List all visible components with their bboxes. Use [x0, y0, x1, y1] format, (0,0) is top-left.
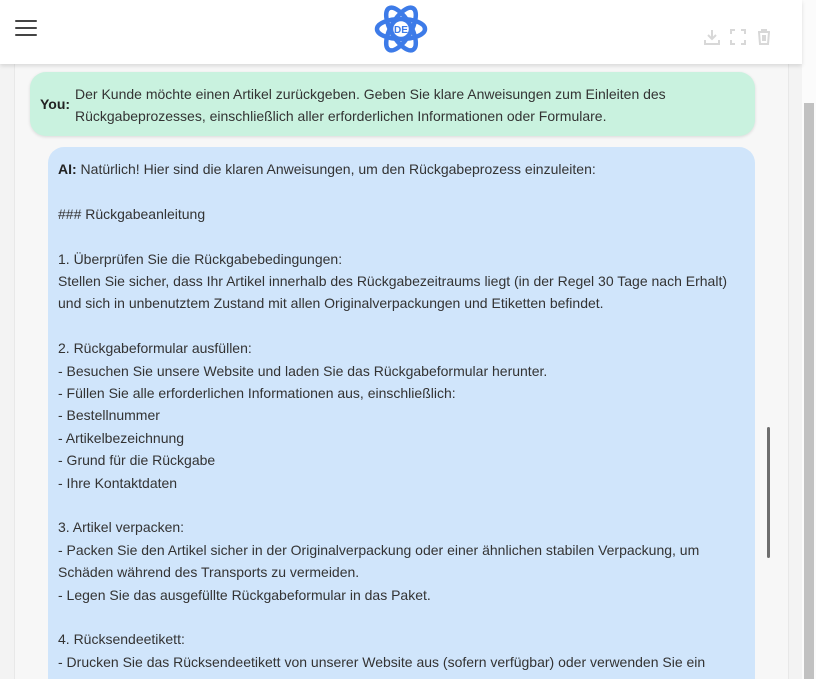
ai-message-line: - Bestellnummer [58, 407, 160, 424]
top-bar [0, 0, 802, 64]
menu-icon[interactable] [15, 20, 39, 38]
page-scrollbar-thumb[interactable] [804, 103, 814, 679]
ai-message-line [58, 180, 739, 202]
ai-message-line: Stellen Sie sicher, dass Ihr Artikel innerhalb des Rückgabezeitraums liegt (in der Regel 30 Tage nach Erhalt) [58, 273, 727, 289]
ai-message-line: - Grund für die Rückgabe [58, 452, 216, 469]
ai-label: AI: [58, 161, 77, 177]
ai-message-line: ### Rückgabeanleitung [58, 205, 206, 222]
ai-message-line [58, 494, 739, 516]
app-logo [370, 0, 432, 60]
ai-intro-text: Natürlich! Hier sind die klaren Anweisungen, um den Rückgabeprozess einzuleiten: [76, 161, 596, 177]
ai-message-line: 1. Überprüfen Sie die Rückgabebedingungen: [58, 250, 343, 267]
ai-message-line [58, 225, 739, 247]
user-message [30, 72, 755, 136]
logo-text: DE [394, 25, 408, 36]
ai-message-line: - Füllen Sie alle erforderlichen Informationen aus, einschließlich: [58, 385, 456, 402]
ai-message-line: - Packen Sie den Artikel sicher in der Originalverpackung oder einer ähnlichen stabilen Verpackung, um [58, 541, 700, 558]
ai-message-line [58, 315, 739, 337]
ai-message-line: Schäden während des Transports zu vermeiden. [58, 564, 360, 581]
ai-message-line: 3. Artikel verpacken: [58, 519, 185, 536]
trash-icon[interactable] [755, 28, 773, 46]
fullscreen-icon[interactable] [729, 28, 747, 46]
chat-panel [14, 64, 789, 679]
ai-message [48, 147, 755, 679]
user-label: You: [40, 96, 71, 112]
ai-message-line: - Legen Sie das ausgefüllte Rückgabeformular in das Paket. [58, 586, 431, 603]
ai-message-body [58, 180, 739, 673]
ai-message-line: - Drucken Sie das Rücksendeetikett von unserer Website aus (sofern verfügbar) oder verwenden Sie ein [58, 653, 706, 670]
ai-message-line [58, 606, 739, 628]
ai-message-line: 2. Rückgabeformular ausfüllen: [58, 340, 252, 357]
ai-message-line: 4. Rücksendeetikett: [58, 631, 185, 648]
chat-scrollbar[interactable] [767, 427, 770, 558]
ai-message-line: - Artikelbezeichnung [58, 429, 185, 446]
ai-message-line: - Ihre Kontaktdaten [58, 474, 178, 491]
ai-message-line: - Besuchen Sie unsere Website und laden Sie das Rückgabeformular herunter. [58, 362, 548, 379]
download-icon[interactable] [703, 28, 721, 46]
ai-message-intro [58, 158, 739, 180]
user-message-text: Der Kunde möchte einen Artikel zurückgeben. Geben Sie klare Anweisungen zum Einleiten des Rückgabeprozesses, einschließlich aller erforderlichen Informationen oder Formulare. [75, 86, 666, 124]
ai-message-line: und sich in unbenutztem Zustand mit allen Originalverpackungen und Etiketten befindet. [58, 295, 604, 312]
